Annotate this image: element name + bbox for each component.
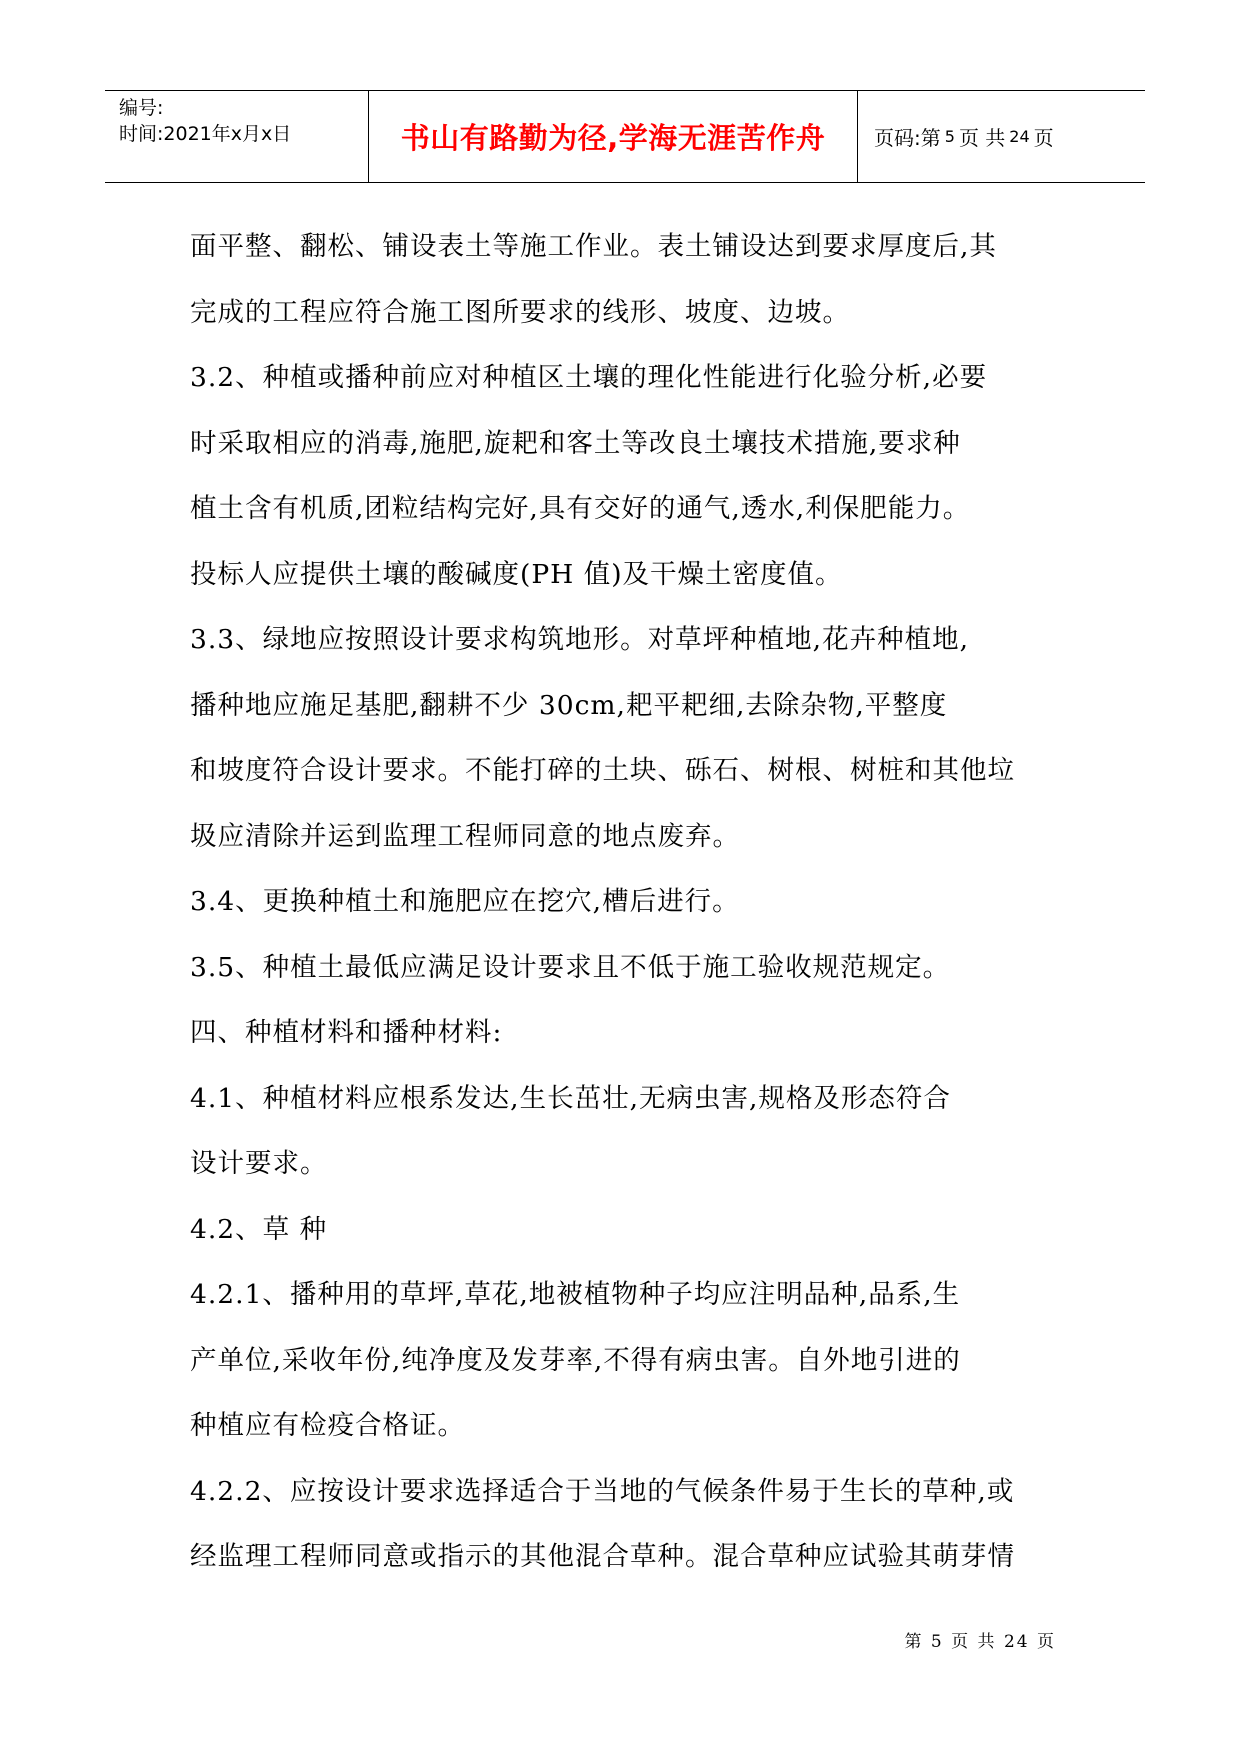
header-motto-cell <box>369 91 858 182</box>
body-line: 3.4、更换种植土和施肥应在挖穴,槽后进行。 <box>190 886 740 917</box>
body-line: 3.2、种植或播种前应对种植区土壤的理化性能进行化验分析,必要 <box>190 362 988 393</box>
header-meta-cell <box>105 91 369 182</box>
body-line: 经监理工程师同意或指示的其他混合草种。混合草种应试验其萌芽情 <box>190 1541 1015 1572</box>
document-body <box>190 214 1070 1590</box>
header-motto: 书山有路勤为径,学海无涯苦作舟 <box>400 121 826 155</box>
body-line: 和坡度符合设计要求。不能打碎的土块、砾石、树根、树桩和其他垃 <box>190 755 1015 786</box>
body-line: 种植应有检疫合格证。 <box>190 1410 465 1441</box>
body-line: 植土含有机质,团粒结构完好,具有交好的通气,透水,利保肥能力。 <box>190 493 971 524</box>
body-line: 4.2.1、播种用的草坪,草花,地被植物种子均应注明品种,品系,生 <box>190 1279 961 1310</box>
body-line: 3.5、种植土最低应满足设计要求且不低于施工验收规范规定。 <box>190 951 951 983</box>
page-header <box>105 90 1145 183</box>
body-line: 圾应清除并运到监理工程师同意的地点废弃。 <box>190 820 740 852</box>
body-line: 播种地应施足基肥,翻耕不少 30cm,耙平耙细,去除杂物,平整度 <box>190 689 948 721</box>
page-total: 24 <box>1009 127 1030 146</box>
body-line: 完成的工程应符合施工图所要求的线形、坡度、边坡。 <box>190 296 850 328</box>
body-line: 4.1、种植材料应根系发达,生长茁壮,无病虫害,规格及形态符合 <box>190 1082 951 1114</box>
body-line: 设计要求。 <box>190 1148 328 1179</box>
page-suffix: 页 <box>1033 126 1054 150</box>
section-heading: 四、种植材料和播种材料: <box>190 1017 503 1048</box>
page-prefix: 页码:第 <box>874 126 941 150</box>
doc-time-label: 时间:2021年x月x日 <box>119 123 292 145</box>
page-current: 5 <box>944 127 955 146</box>
body-line: 面平整、翻松、铺设表土等施工作业。表土铺设达到要求厚度后,其 <box>190 231 997 262</box>
header-page-cell <box>858 91 1145 182</box>
body-line: 时采取相应的消毒,施肥,旋耙和客土等改良土壤技术措施,要求种 <box>190 427 961 459</box>
body-line: 3.3、绿地应按照设计要求构筑地形。对草坪种植地,花卉种植地, <box>190 624 969 655</box>
body-line: 产单位,采收年份,纯净度及发芽率,不得有病虫害。自外地引进的 <box>190 1344 961 1376</box>
subsection-heading: 4.2、草 种 <box>190 1213 328 1245</box>
page-mid: 页 共 <box>958 126 1006 150</box>
body-line: 投标人应提供土壤的酸碱度(PH 值)及干燥土密度值。 <box>190 558 843 590</box>
page-footer: 第 5 页 共 24 页 <box>904 1632 1056 1652</box>
body-line: 4.2.2、应按设计要求选择适合于当地的气候条件易于生长的草种,或 <box>190 1475 1015 1507</box>
doc-number-label: 编号: <box>119 97 164 119</box>
